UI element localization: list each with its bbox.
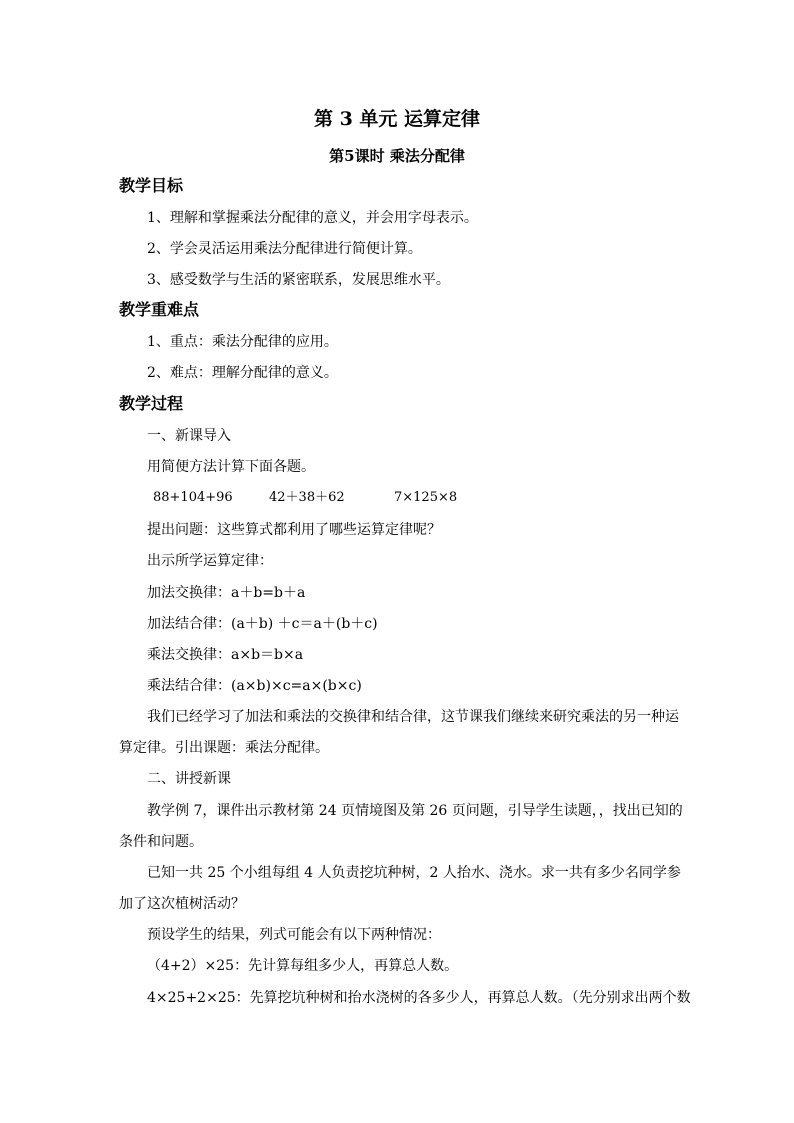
expression: 88+104+96 xyxy=(153,490,233,505)
lesson-subtitle: 第5课时 乘法分配律 xyxy=(329,147,465,165)
expression: 42＋38＋62 xyxy=(269,490,345,505)
transition-line-1: 我们已经学习了加法和乘法的交换律和结合律，这节课我们继续来研究乘法的另一种运 xyxy=(147,709,679,725)
example-line-2: 条件和问题。 xyxy=(119,834,203,850)
part1-title: 一、新课导入 xyxy=(147,428,231,444)
law-item: 乘法结合律：(a×b)×c=a×(b×c) xyxy=(147,678,362,694)
transition-line-2: 算定律。引出课题：乘法分配律。 xyxy=(119,740,329,756)
heading-key-points: 教学重难点 xyxy=(119,300,200,319)
question-text: 提出问题：这些算式都利用了哪些运算定律呢？ xyxy=(147,522,441,538)
expression: 7×125×8 xyxy=(394,490,458,505)
heading-goals: 教学目标 xyxy=(119,176,184,195)
unit-title: 第 3 单元 运算定律 xyxy=(313,108,481,130)
law-item: 加法结合律：(a＋b) ＋c＝a＋(b＋c) xyxy=(147,616,378,632)
problem-line-2: 加了这次植树活动？ xyxy=(119,896,245,912)
problem-line-1: 已知一共 25 个小组每组 4 人负责挖坑种树，2 人抬水、浇水。求一共有多少名同学参 xyxy=(147,865,681,881)
intro-text: 用简便方法计算下面各题。 xyxy=(147,459,315,475)
example-line-1: 教学例 7，课件出示教材第 24 页情境图及第 26 页问题，引导学生读题，，找出已知的 xyxy=(147,803,683,819)
show-laws-text: 出示所学运算定律： xyxy=(147,553,273,569)
law-item: 乘法交换律：a×b＝b×a xyxy=(147,647,304,663)
case-1: （4+2）×25：先计算每组多少人，再算总人数。 xyxy=(147,958,459,974)
law-item: 加法交换律：a＋b=b＋a xyxy=(147,585,306,601)
case-2: 4×25+2×25：先算挖坑种树和抬水浇树的各多少人，再算总人数。（先分别求出两个数 xyxy=(147,990,691,1006)
goal-item: 2、学会灵活运用乘法分配律进行简便计算。 xyxy=(147,241,422,257)
key-point-item: 1、重点：乘法分配律的应用。 xyxy=(147,334,338,350)
goal-item: 1、理解和掌握乘法分配律的意义，并会用字母表示。 xyxy=(147,210,478,226)
presume-text: 预设学生的结果，列式可能会有以下两种情况： xyxy=(147,927,441,943)
part2-title: 二、讲授新课 xyxy=(147,771,231,787)
goal-item: 3、感受数学与生活的紧密联系，发展思维水平。 xyxy=(147,272,450,288)
key-point-item: 2、难点：理解分配律的意义。 xyxy=(147,365,338,381)
heading-process: 教学过程 xyxy=(119,394,184,413)
